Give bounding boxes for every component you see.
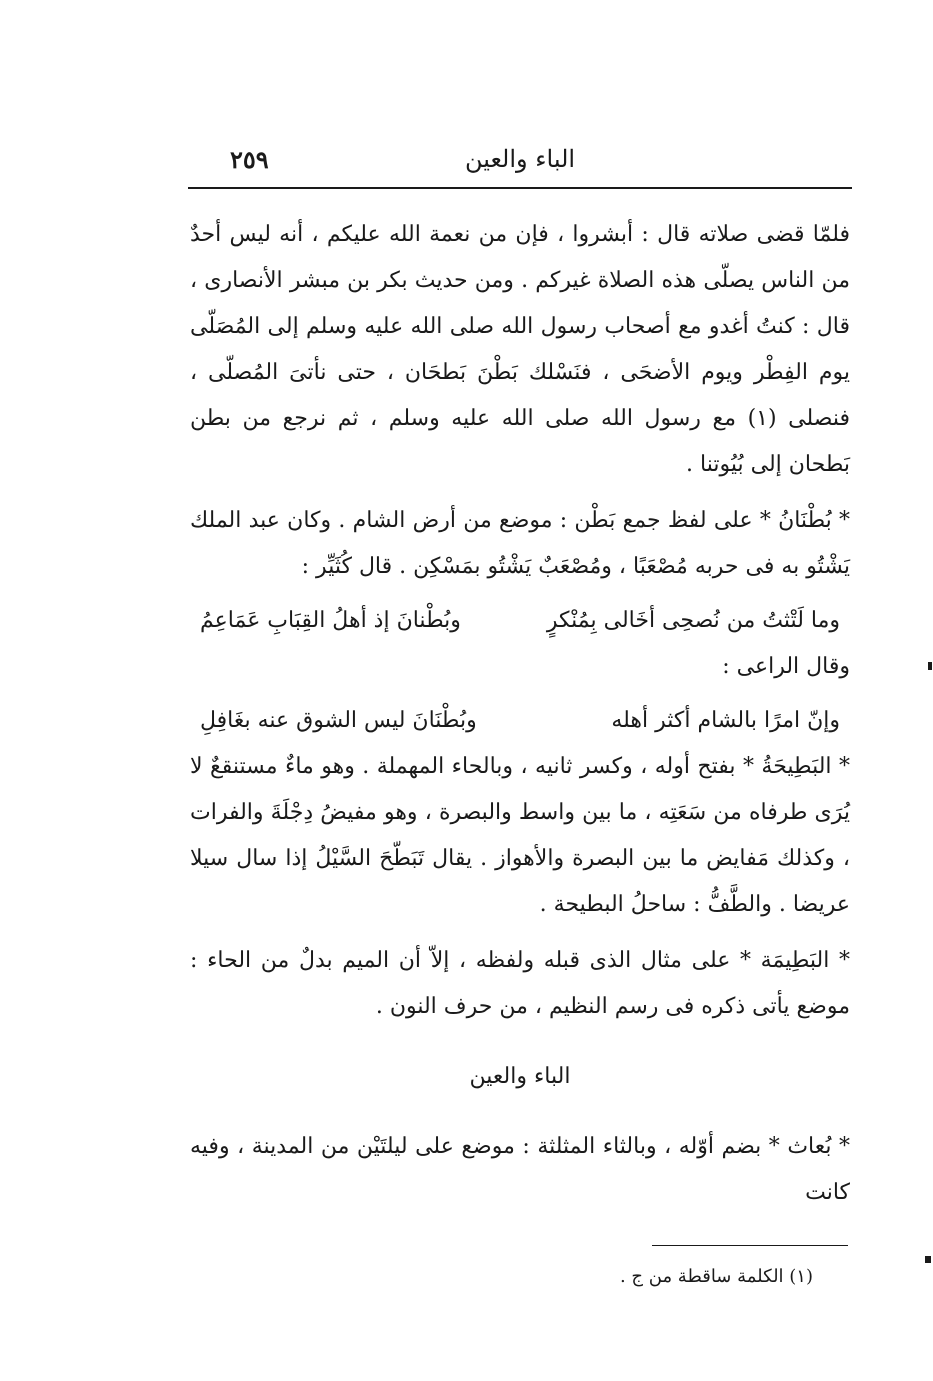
footnote-rule [652,1245,848,1246]
verse-first-hemistich: وإنّ امرًا بالشام أكثر أهله [611,708,840,733]
section-heading: الباء والعين [469,1064,571,1089]
paragraph: * البَطِيحَةُ * بفتح أوله ، وكسر ثانيه ، وبالحاء المهملة . وهو ماءٌ مستنقعٌ لا يُرَى طرفاه من سَعَتِه ، ما بين واسط والبصرة ، وهو مفيضُ دِجْلَةَ والفرات ، وكذلك مَفايض ما بين البصرة والأهواز . يقال تَبَطّحَ السَّيْلُ إذا سال سيلا عريضا . والطَّفُّ : ساحلُ البطيحة . [190,754,850,917]
paragraph: فلمّا قضى صلاته قال : أبشروا ، فإن من نعمة الله عليكم ، أنه ليس أحدٌ من الناس يصلّى هذه الصلاة غيركم . ومن حديث بكر بن مبشر الأنصارى ، قال : كنتُ أغدو مع أصحاب رسول الله صلى الله عليه وسلم إلى المُصَلّى يوم الفِطْر ويوم الأضحَى ، فنَسْلك بَطْنَ بَطحَان ، حتى نأتىَ المُصلّى ، فنصلى (١) مع رسول الله صلى الله عليه وسلم ، ثم نرجع من بطن بَطحان إلى بُيُوتنا . [190,222,850,477]
verse-second-hemistich: وبُطْنَانَ ليس الشوق عنه بغَافِلِ [200,708,477,733]
page-body [190,212,850,1216]
paragraph: * بُعاث * بضم أوّله ، وبالثاء المثلثة : موضع على ليلتَيْن من المدينة ، وفيه كانت [190,1134,850,1205]
scan-speck [928,662,932,670]
page-number: ٢٥٩ [230,145,269,174]
running-header [190,145,850,185]
header-rule [188,187,852,189]
paragraph: وقال الراعى : [722,654,850,679]
verse-line [190,698,850,744]
verse-second-hemistich: وبُطْنانَ إذ أهلُ القِبَابِ عَمَاعِمُ [200,608,461,633]
scan-speck [925,1256,931,1263]
running-title: الباء والعين [464,145,576,173]
footnote: (١) الكلمة ساقطة من ج . [619,1266,813,1287]
paragraph: * البَطِيمَة * على مثال الذى قبله ولفظه ، إلاّ أن الميم بدلٌ من الحاء : موضع يأتى ذكره فى رسم النظيم ، من حرف النون . [190,948,850,1019]
paragraph: * بُطْنَانُ * على لفظ جمع بَطْن : موضع من أرض الشام . وكان عبد الملك يَشْتُو به فى حربه مُصْعَبًا ، ومُصْعَبٌ يَشْتُو بمَسْكِن . قال كُثَيِّر : [190,508,850,579]
verse-line [190,598,850,644]
verse-first-hemistich: وما لَتْثتُ من نُصحِى أخَالى بِمُنْكرٍ [546,608,840,633]
